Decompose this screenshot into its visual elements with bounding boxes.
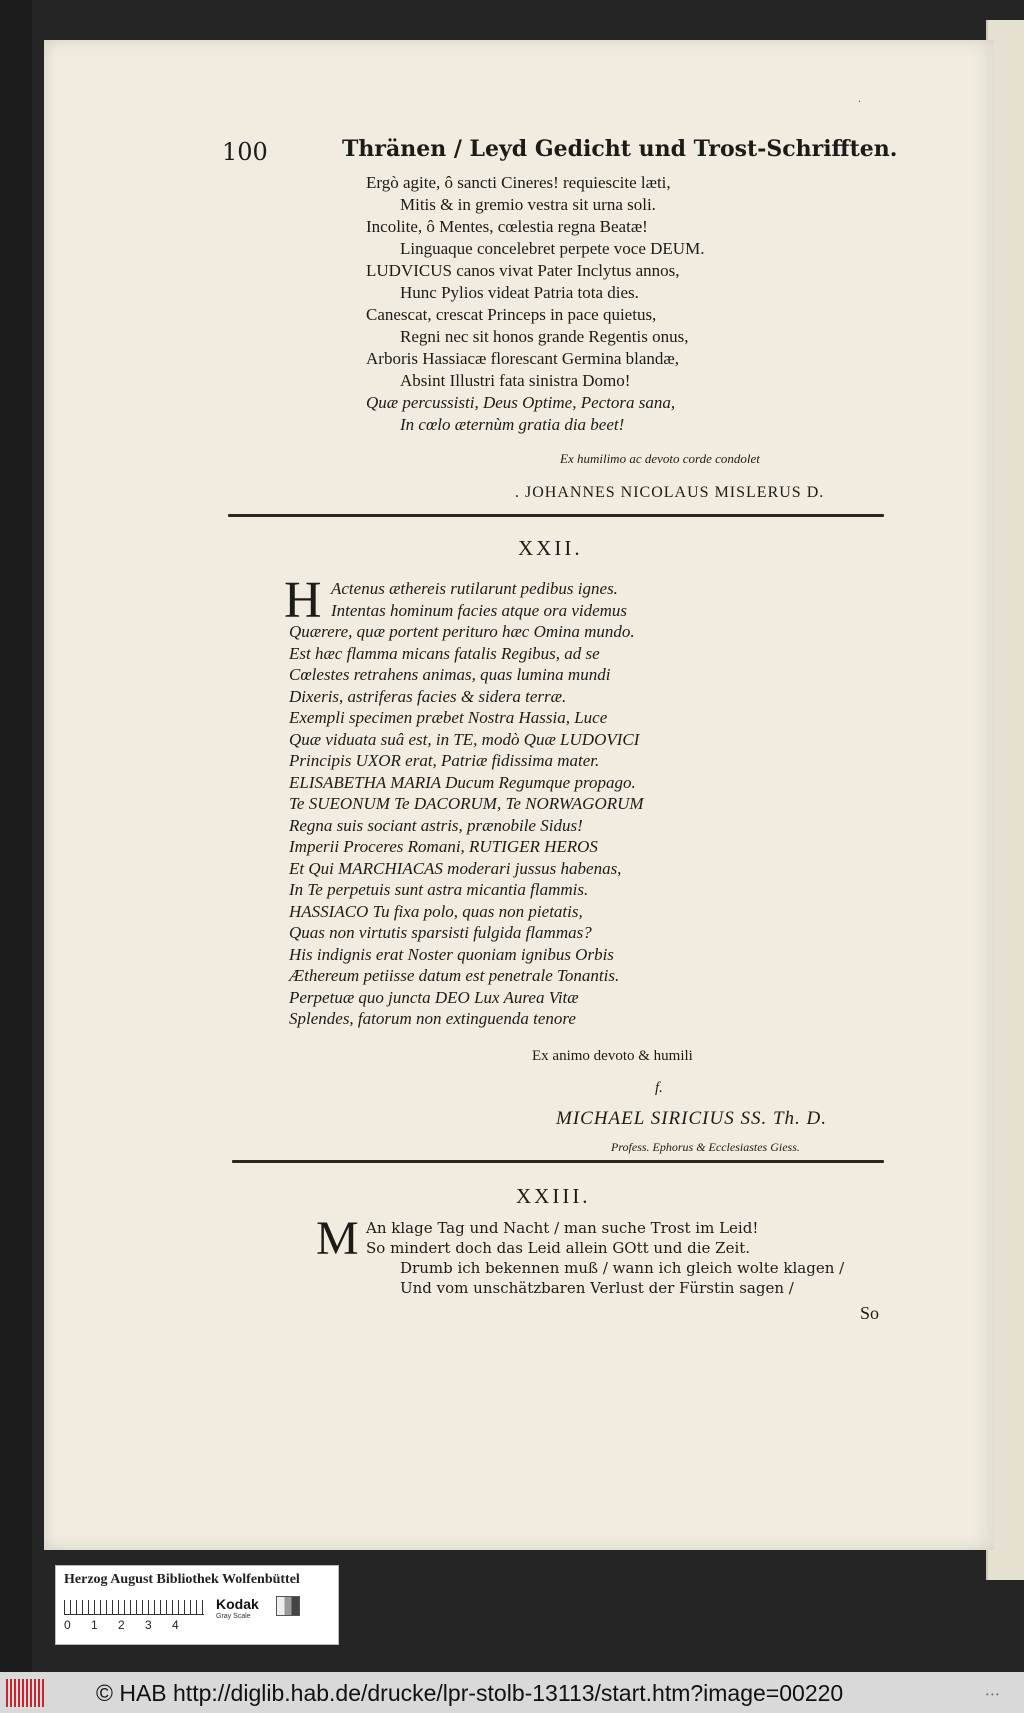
scale-ruler — [64, 1600, 204, 1615]
poem-3-line: Und vom unschätzbaren Verlust der Fürstin sagen / — [400, 1279, 794, 1297]
signature-2: MICHAEL SIRICIUS SS. Th. D. — [556, 1108, 828, 1129]
section-divider-2 — [232, 1160, 884, 1163]
poem-3-line: So mindert doch das Leid allein GOtt und die Zeit. — [366, 1239, 751, 1257]
poem-2-line: Intentas hominum facies atque ora videmus — [331, 600, 628, 620]
poem-2-line: Regna suis sociant astris, prænobile Sidus! — [289, 815, 583, 835]
section-numeral-23: XXIII. — [516, 1184, 591, 1208]
poem-2-line: Dixeris, astriferas facies & sidera terræ. — [289, 686, 567, 706]
section-divider-1 — [228, 514, 884, 517]
section-numeral-22: XXII. — [518, 536, 583, 560]
poem-1-line: LUDVICUS canos vivat Pater Inclytus annos, — [366, 261, 680, 280]
poem-2-line: His indignis erat Noster quoniam ignibus Orbis — [289, 944, 614, 964]
poem-2-line: HASSIACO Tu fixa polo, quas non pietatis, — [289, 901, 583, 921]
library-color-card — [55, 1565, 339, 1645]
library-name: Herzog August Bibliothek Wolfenbüttel — [64, 1572, 300, 1587]
footer-mark: • • • — [986, 1690, 999, 1699]
poem-2-line: Exempli specimen præbet Nostra Hassia, Luce — [289, 708, 608, 727]
poem-2 — [289, 578, 644, 1030]
poem-2-line: Splendes, fatorum non extinguenda tenore — [289, 1009, 576, 1028]
poem-1-line: Mitis & in gremio vestra sit urna soli. — [400, 195, 656, 214]
kodak-logo: Kodak — [216, 1596, 259, 1612]
closing-line-1: Ex humilimo ac devoto corde condolet — [560, 451, 760, 466]
poem-3-line: An klage Tag und Nacht / man suche Trost im Leid! — [366, 1219, 759, 1237]
poem-1-line: Ergò agite, ô sancti Cineres! requiescite læti, — [366, 173, 671, 192]
poem-2-line: Actenus æthereis rutilarunt pedibus ignes. — [331, 579, 618, 598]
poem-1-line: Absint Illustri fata sinistra Domo! — [400, 371, 631, 390]
poem-2-line: ELISABETHA MARIA Ducum Regumque propago. — [289, 772, 636, 792]
page-number: 100 — [222, 138, 268, 166]
book-spine — [0, 0, 32, 1672]
print-mark: · — [858, 97, 862, 108]
poem-1-line: Quæ percussisti, Deus Optime, Pectora sana, — [366, 393, 676, 412]
poem-1-line: Regni nec sit honos grande Regentis onus, — [400, 327, 689, 346]
poem-2-line: Imperii Proceres Romani, RUTIGER HEROS — [289, 837, 598, 856]
poem-2-line: Et Qui MARCHIACAS moderari jussus habenas, — [289, 858, 622, 878]
poem-2-line: In Te perpetuis sunt astra micantia flammis. — [289, 880, 589, 899]
drop-cap-h: H — [284, 572, 322, 629]
ruler-number: 2 — [118, 1618, 125, 1632]
poem-1-line: Linguaque concelebret perpete voce DEUM. — [400, 239, 705, 258]
poem-2-line: Te SUEONUM Te DACORUM, Te NORWAGORUM — [289, 794, 644, 813]
ruler-number: 4 — [172, 1618, 179, 1632]
poem-1-line: Canescat, crescat Princeps in pace quietus, — [366, 305, 657, 324]
drop-cap-m: M — [316, 1212, 359, 1265]
poem-1-line: Incolite, ô Mentes, cœlestia regna Beatæ! — [366, 217, 648, 236]
closing-line-2: Ex animo devoto & humili — [532, 1048, 693, 1064]
source-url[interactable]: © HAB http://diglib.hab.de/drucke/lpr-stolb-13113/start.htm?image=00220 — [96, 1680, 844, 1706]
poem-2-line: Cœlestes retrahens animas, quas lumina mundi — [289, 665, 611, 684]
poem-1-line: In cœlo æternùm gratia dia beet! — [400, 415, 625, 434]
running-head: Thränen / Leyd Gedicht und Trost-Schrifften. — [342, 136, 898, 162]
poem-3 — [366, 1218, 844, 1298]
ruler-number: 1 — [91, 1618, 98, 1632]
gray-swatch — [276, 1596, 300, 1616]
catchword: So — [860, 1303, 880, 1323]
signature-2-subtitle: Profess. Ephorus & Ecclesiastes Giess. — [611, 1140, 800, 1154]
poem-2-line: Principis UXOR erat, Patriæ fidissima mater. — [289, 751, 600, 770]
poem-2-line: Quæ viduata suâ est, in TE, modò Quæ LUDOVICI — [289, 729, 640, 749]
poem-1-line: Arboris Hassiacæ florescant Germina blandæ, — [366, 349, 679, 368]
ruler-number: 3 — [145, 1618, 152, 1632]
gray-scale-caption: Gray Scale — [216, 1613, 251, 1620]
poem-1-line: Hunc Pylios videat Patria tota dies. — [400, 283, 639, 302]
signature-1: . JOHANNES NICOLAUS MISLERUS D. — [515, 484, 825, 501]
poem-2-line: Quærere, quæ portent perituro hæc Omina mundo. — [289, 622, 635, 641]
poem-1 — [366, 172, 704, 436]
poem-2-line: Quas non virtutis sparsisti fulgida flammas? — [289, 923, 592, 942]
closing-f: f. — [655, 1080, 663, 1096]
poem-3-line: Drumb ich bekennen muß / wann ich gleich wolte klagen / — [400, 1259, 845, 1277]
ruler-numbers — [64, 1618, 224, 1632]
hab-logo-icon — [6, 1679, 46, 1707]
ruler-number: 0 — [64, 1618, 71, 1632]
poem-2-line: Est hæc flamma micans fatalis Regibus, ad se — [289, 643, 600, 663]
poem-2-line: Æthereum petiisse datum est penetrale Tonantis. — [289, 966, 620, 985]
poem-2-line: Perpetuæ quo juncta DEO Lux Aurea Vitæ — [289, 987, 579, 1007]
